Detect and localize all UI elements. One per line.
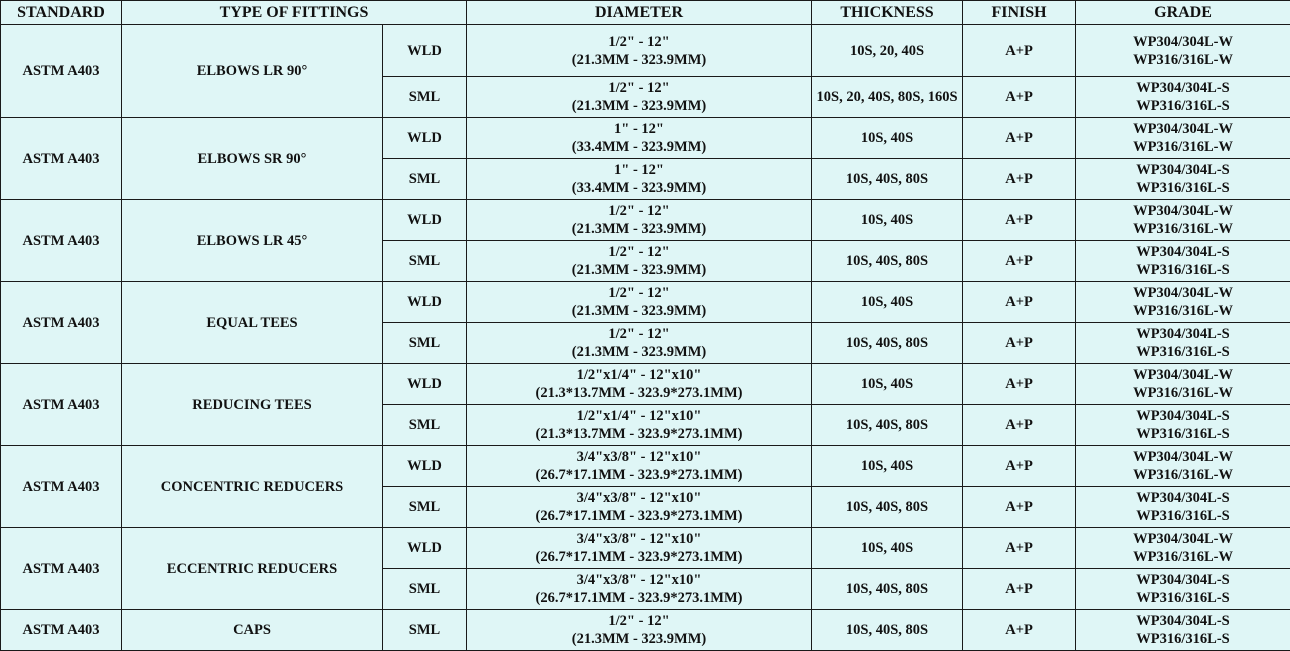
diameter-cell-line-1: 3/4"x3/8" - 12"x10" <box>576 449 702 465</box>
fitting-type-cell: CAPS <box>122 610 383 651</box>
finish-cell: A+P <box>963 446 1076 487</box>
table-row <box>1 200 1290 241</box>
table-body <box>1 25 1290 651</box>
grade-cell-line-1: WP304/304L-S <box>1136 244 1230 260</box>
grade-cell-line-2: WP316/316L-S <box>1136 631 1230 647</box>
grade-cell-line-2: WP316/316L-S <box>1136 344 1230 360</box>
standard-cell: ASTM A403 <box>1 610 122 651</box>
thickness-cell: 10S, 40S, 80S <box>812 323 963 364</box>
fitting-type-cell: REDUCING TEES <box>122 364 383 446</box>
diameter-cell <box>467 282 812 323</box>
grade-cell-line-2: WP316/316L-W <box>1133 303 1233 319</box>
method-cell: WLD <box>383 364 467 405</box>
method-cell: WLD <box>383 25 467 77</box>
fitting-type-cell: EQUAL TEES <box>122 282 383 364</box>
grade-cell <box>1076 569 1290 610</box>
table-row <box>1 25 1290 77</box>
standard-cell: ASTM A403 <box>1 25 122 118</box>
grade-cell <box>1076 200 1290 241</box>
diameter-cell-line-2: (21.3MM - 323.9MM) <box>571 51 707 68</box>
diameter-cell <box>467 569 812 610</box>
fitting-type-cell: CONCENTRIC REDUCERS <box>122 446 383 528</box>
header-type-of-fittings: TYPE OF FITTINGS <box>122 1 467 25</box>
method-cell: SML <box>383 405 467 446</box>
diameter-cell-line-2: (21.3MM - 323.9MM) <box>571 344 707 360</box>
method-cell: SML <box>383 610 467 651</box>
diameter-cell <box>467 159 812 200</box>
header-standard: STANDARD <box>1 1 122 25</box>
diameter-cell <box>467 25 812 77</box>
table-row <box>1 118 1290 159</box>
grade-cell-line-2: WP316/316L-S <box>1136 508 1230 524</box>
grade-cell-line-2: WP316/316L-S <box>1136 262 1230 278</box>
grade-cell-line-2: WP316/316L-W <box>1133 467 1233 483</box>
thickness-cell: 10S, 40S, 80S <box>812 405 963 446</box>
method-cell: WLD <box>383 118 467 159</box>
diameter-cell-line-2: (21.3*13.7MM - 323.9*273.1MM) <box>535 426 743 442</box>
diameter-cell-line-1: 1/2" - 12" <box>608 244 670 260</box>
finish-cell: A+P <box>963 241 1076 282</box>
grade-cell-line-1: WP304/304L-S <box>1136 572 1230 588</box>
thickness-cell: 10S, 40S <box>812 282 963 323</box>
diameter-cell-line-2: (21.3MM - 323.9MM) <box>571 631 707 647</box>
thickness-cell: 10S, 40S, 80S <box>812 241 963 282</box>
grade-cell-line-1: WP304/304L-W <box>1133 203 1233 219</box>
finish-cell: A+P <box>963 487 1076 528</box>
thickness-cell: 10S, 40S <box>812 364 963 405</box>
diameter-cell-line-1: 3/4"x3/8" - 12"x10" <box>576 490 702 506</box>
diameter-cell-line-1: 1/2" - 12" <box>608 203 670 219</box>
finish-cell: A+P <box>963 200 1076 241</box>
grade-cell <box>1076 487 1290 528</box>
diameter-cell <box>467 77 812 118</box>
finish-cell: A+P <box>963 610 1076 651</box>
diameter-cell <box>467 200 812 241</box>
fitting-type-cell: ECCENTRIC REDUCERS <box>122 528 383 610</box>
diameter-cell-line-2: (26.7*17.1MM - 323.9*273.1MM) <box>535 549 743 565</box>
table-row <box>1 446 1290 487</box>
grade-cell <box>1076 610 1290 651</box>
grade-cell <box>1076 323 1290 364</box>
fitting-type-cell: ELBOWS SR 90° <box>122 118 383 200</box>
finish-cell: A+P <box>963 118 1076 159</box>
grade-cell-line-2: WP316/316L-S <box>1136 590 1230 606</box>
grade-cell-line-2: WP316/316L-W <box>1133 549 1233 565</box>
thickness-cell: 10S, 40S <box>812 528 963 569</box>
grade-cell <box>1076 77 1290 118</box>
method-cell: WLD <box>383 200 467 241</box>
grade-cell <box>1076 528 1290 569</box>
thickness-cell: 10S, 40S <box>812 118 963 159</box>
diameter-cell-line-2: (26.7*17.1MM - 323.9*273.1MM) <box>535 467 743 483</box>
standard-cell: ASTM A403 <box>1 282 122 364</box>
method-cell: SML <box>383 323 467 364</box>
table-row <box>1 282 1290 323</box>
thickness-cell: 10S, 40S, 80S <box>812 159 963 200</box>
grade-cell-line-1: WP304/304L-W <box>1133 285 1233 301</box>
grade-cell-line-1: WP304/304L-W <box>1133 33 1233 50</box>
grade-cell <box>1076 364 1290 405</box>
diameter-cell-line-1: 1/2" - 12" <box>608 80 670 96</box>
table-row <box>1 528 1290 569</box>
grade-cell-line-2: WP316/316L-W <box>1133 139 1233 155</box>
diameter-cell-line-1: 3/4"x3/8" - 12"x10" <box>576 531 702 547</box>
finish-cell: A+P <box>963 159 1076 200</box>
method-cell: WLD <box>383 528 467 569</box>
grade-cell <box>1076 405 1290 446</box>
diameter-cell-line-2: (33.4MM - 323.9MM) <box>571 180 707 196</box>
grade-cell-line-1: WP304/304L-S <box>1136 162 1230 178</box>
grade-cell-line-1: WP304/304L-S <box>1136 326 1230 342</box>
thickness-cell: 10S, 40S <box>812 446 963 487</box>
header-row <box>1 1 1290 25</box>
diameter-cell <box>467 323 812 364</box>
thickness-cell: 10S, 20, 40S <box>812 25 963 77</box>
diameter-cell-line-1: 3/4"x3/8" - 12"x10" <box>576 572 702 588</box>
grade-cell <box>1076 241 1290 282</box>
method-cell: SML <box>383 569 467 610</box>
grade-cell-line-2: WP316/316L-S <box>1136 426 1230 442</box>
header-finish: FINISH <box>963 1 1076 25</box>
diameter-cell-line-2: (21.3MM - 323.9MM) <box>571 221 707 237</box>
header-grade: GRADE <box>1076 1 1290 25</box>
thickness-cell: 10S, 40S, 80S <box>812 487 963 528</box>
diameter-cell-line-1: 1/2" - 12" <box>608 326 670 342</box>
diameter-cell-line-1: 1" - 12" <box>614 162 664 178</box>
thickness-cell: 10S, 40S, 80S <box>812 569 963 610</box>
diameter-cell-line-1: 1/2" - 12" <box>608 285 670 301</box>
standard-cell: ASTM A403 <box>1 446 122 528</box>
fitting-type-cell: ELBOWS LR 45° <box>122 200 383 282</box>
grade-cell-line-1: WP304/304L-W <box>1133 367 1233 383</box>
grade-cell-line-1: WP304/304L-W <box>1133 531 1233 547</box>
grade-cell-line-1: WP304/304L-S <box>1136 490 1230 506</box>
finish-cell: A+P <box>963 25 1076 77</box>
standard-cell: ASTM A403 <box>1 200 122 282</box>
finish-cell: A+P <box>963 569 1076 610</box>
diameter-cell-line-1: 1/2"x1/4" - 12"x10" <box>576 367 702 383</box>
header-thickness: THICKNESS <box>812 1 963 25</box>
grade-cell <box>1076 446 1290 487</box>
method-cell: WLD <box>383 446 467 487</box>
header-diameter: DIAMETER <box>467 1 812 25</box>
grade-cell-line-2: WP316/316L-S <box>1136 180 1230 196</box>
diameter-cell <box>467 241 812 282</box>
finish-cell: A+P <box>963 323 1076 364</box>
method-cell: WLD <box>383 282 467 323</box>
diameter-cell-line-2: (21.3*13.7MM - 323.9*273.1MM) <box>535 385 743 401</box>
finish-cell: A+P <box>963 364 1076 405</box>
grade-cell-line-2: WP316/316L-W <box>1133 51 1233 68</box>
grade-cell-line-1: WP304/304L-W <box>1133 449 1233 465</box>
diameter-cell-line-1: 1/2" - 12" <box>608 33 670 50</box>
diameter-cell <box>467 118 812 159</box>
grade-cell-line-2: WP316/316L-W <box>1133 385 1233 401</box>
diameter-cell-line-2: (26.7*17.1MM - 323.9*273.1MM) <box>535 590 743 606</box>
standard-cell: ASTM A403 <box>1 364 122 446</box>
grade-cell <box>1076 118 1290 159</box>
diameter-cell-line-2: (26.7*17.1MM - 323.9*273.1MM) <box>535 508 743 524</box>
diameter-cell-line-1: 1/2" - 12" <box>608 613 670 629</box>
grade-cell-line-1: WP304/304L-S <box>1136 613 1230 629</box>
diameter-cell-line-1: 1" - 12" <box>614 121 664 137</box>
diameter-cell <box>467 487 812 528</box>
grade-cell <box>1076 159 1290 200</box>
fitting-type-cell: ELBOWS LR 90° <box>122 25 383 118</box>
diameter-cell <box>467 405 812 446</box>
diameter-cell-line-2: (21.3MM - 323.9MM) <box>571 262 707 278</box>
method-cell: SML <box>383 159 467 200</box>
grade-cell-line-1: WP304/304L-S <box>1136 80 1230 96</box>
finish-cell: A+P <box>963 282 1076 323</box>
grade-cell <box>1076 25 1290 77</box>
method-cell: SML <box>383 77 467 118</box>
diameter-cell-line-2: (21.3MM - 323.9MM) <box>571 303 707 319</box>
standard-cell: ASTM A403 <box>1 528 122 610</box>
method-cell: SML <box>383 241 467 282</box>
thickness-cell: 10S, 20, 40S, 80S, 160S <box>812 77 963 118</box>
table-row <box>1 610 1290 651</box>
grade-cell-line-1: WP304/304L-W <box>1133 121 1233 137</box>
thickness-cell: 10S, 40S <box>812 200 963 241</box>
diameter-cell <box>467 446 812 487</box>
method-cell: SML <box>383 487 467 528</box>
diameter-cell <box>467 364 812 405</box>
grade-cell-line-2: WP316/316L-W <box>1133 221 1233 237</box>
grade-cell <box>1076 282 1290 323</box>
grade-cell-line-2: WP316/316L-S <box>1136 98 1230 114</box>
diameter-cell <box>467 610 812 651</box>
diameter-cell-line-2: (21.3MM - 323.9MM) <box>571 98 707 114</box>
diameter-cell-line-1: 1/2"x1/4" - 12"x10" <box>576 408 702 424</box>
thickness-cell: 10S, 40S, 80S <box>812 610 963 651</box>
finish-cell: A+P <box>963 77 1076 118</box>
table-row <box>1 364 1290 405</box>
grade-cell-line-1: WP304/304L-S <box>1136 408 1230 424</box>
diameter-cell-line-2: (33.4MM - 323.9MM) <box>571 139 707 155</box>
finish-cell: A+P <box>963 405 1076 446</box>
diameter-cell <box>467 528 812 569</box>
standard-cell: ASTM A403 <box>1 118 122 200</box>
finish-cell: A+P <box>963 528 1076 569</box>
